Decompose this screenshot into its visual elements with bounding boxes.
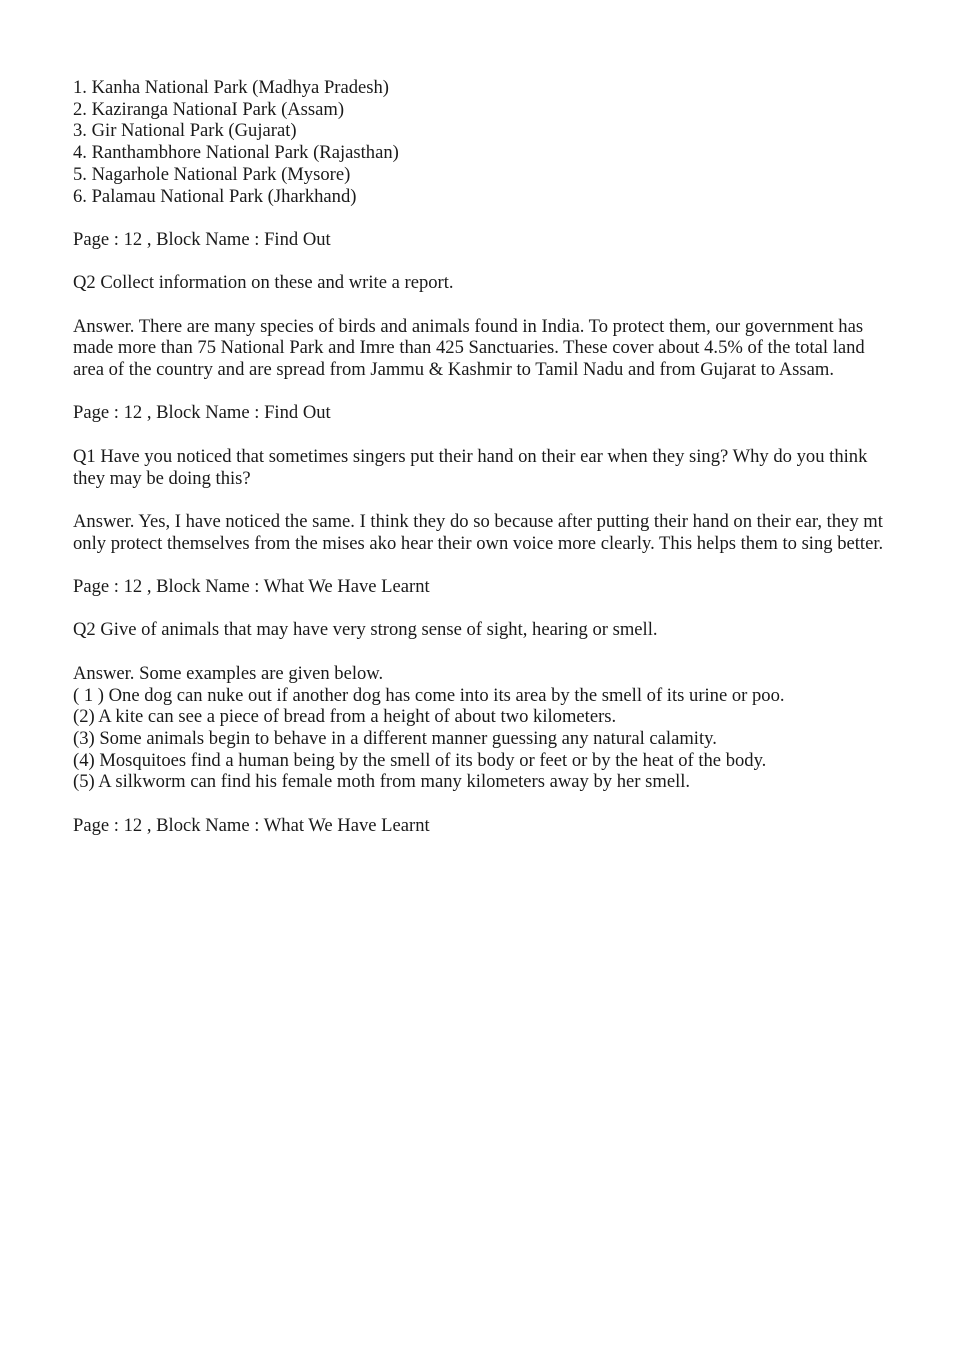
list-item: (2) A kite can see a piece of bread from a height of about two kilometers.	[73, 706, 617, 728]
list-item: 5. Nagarhole National Park (Mysore)	[73, 163, 351, 185]
page-reference: Page : 12 , Block Name : What We Have Learnt	[73, 814, 430, 836]
list-item: 3. Gir National Park (Gujarat)	[73, 120, 297, 142]
list-item: (5) A silkworm can find his female moth from many kilometers away by her smell.	[73, 771, 691, 793]
answer: Answer. There are many species of birds and animals found in India. To protect them, our government has made more than 75 National Park and Imre than 425 Sanctuaries. These cover about 4.5% of the total land area of the country and are spread from Jammu & Kashmir to Tamil Nadu and from Gujarat to Assam.	[73, 315, 865, 381]
answer-examples	[73, 663, 888, 793]
list-item: 4. Ranthambhore National Park (Rajasthan)	[73, 142, 399, 164]
question: Q2 Give of animals that may have very strong sense of sight, hearing or smell.	[73, 619, 658, 641]
list-item: ( 1 ) One dog can nuke out if another dog has come into its area by the smell of its urine or poo.	[73, 684, 785, 706]
list-item: (3) Some animals begin to behave in a different manner guessing any natural calamity.	[73, 727, 717, 749]
question: Q2 Collect information on these and write a report.	[73, 272, 454, 294]
page-reference: Page : 12 , Block Name : Find Out	[73, 228, 331, 250]
answer-intro: Answer. Some examples are given below.	[73, 662, 384, 684]
list-item: 1. Kanha National Park (Madhya Pradesh)	[73, 77, 390, 98]
list-item: (4) Mosquitoes find a human being by the smell of its body or feet or by the heat of the body.	[73, 749, 767, 771]
question: Q1 Have you noticed that sometimes singers put their hand on their ear when they sing? Why do you think they may be doing this?	[73, 445, 868, 489]
answer: Answer. Yes, I have noticed the same. I think they do so because after putting their hand on their ear, they mt only protect themselves from the mises ako hear their own voice more clearly. This helps them to sing better.	[73, 510, 884, 554]
page-reference: Page : 12 , Block Name : Find Out	[73, 402, 331, 424]
list-item: 2. Kaziranga NationaI Park (Assam)	[73, 98, 345, 120]
national-parks-list	[73, 77, 888, 207]
list-item: 6. Palamau National Park (Jharkhand)	[73, 185, 357, 207]
document-page	[73, 77, 888, 858]
page-reference: Page : 12 , Block Name : What We Have Learnt	[73, 576, 430, 598]
